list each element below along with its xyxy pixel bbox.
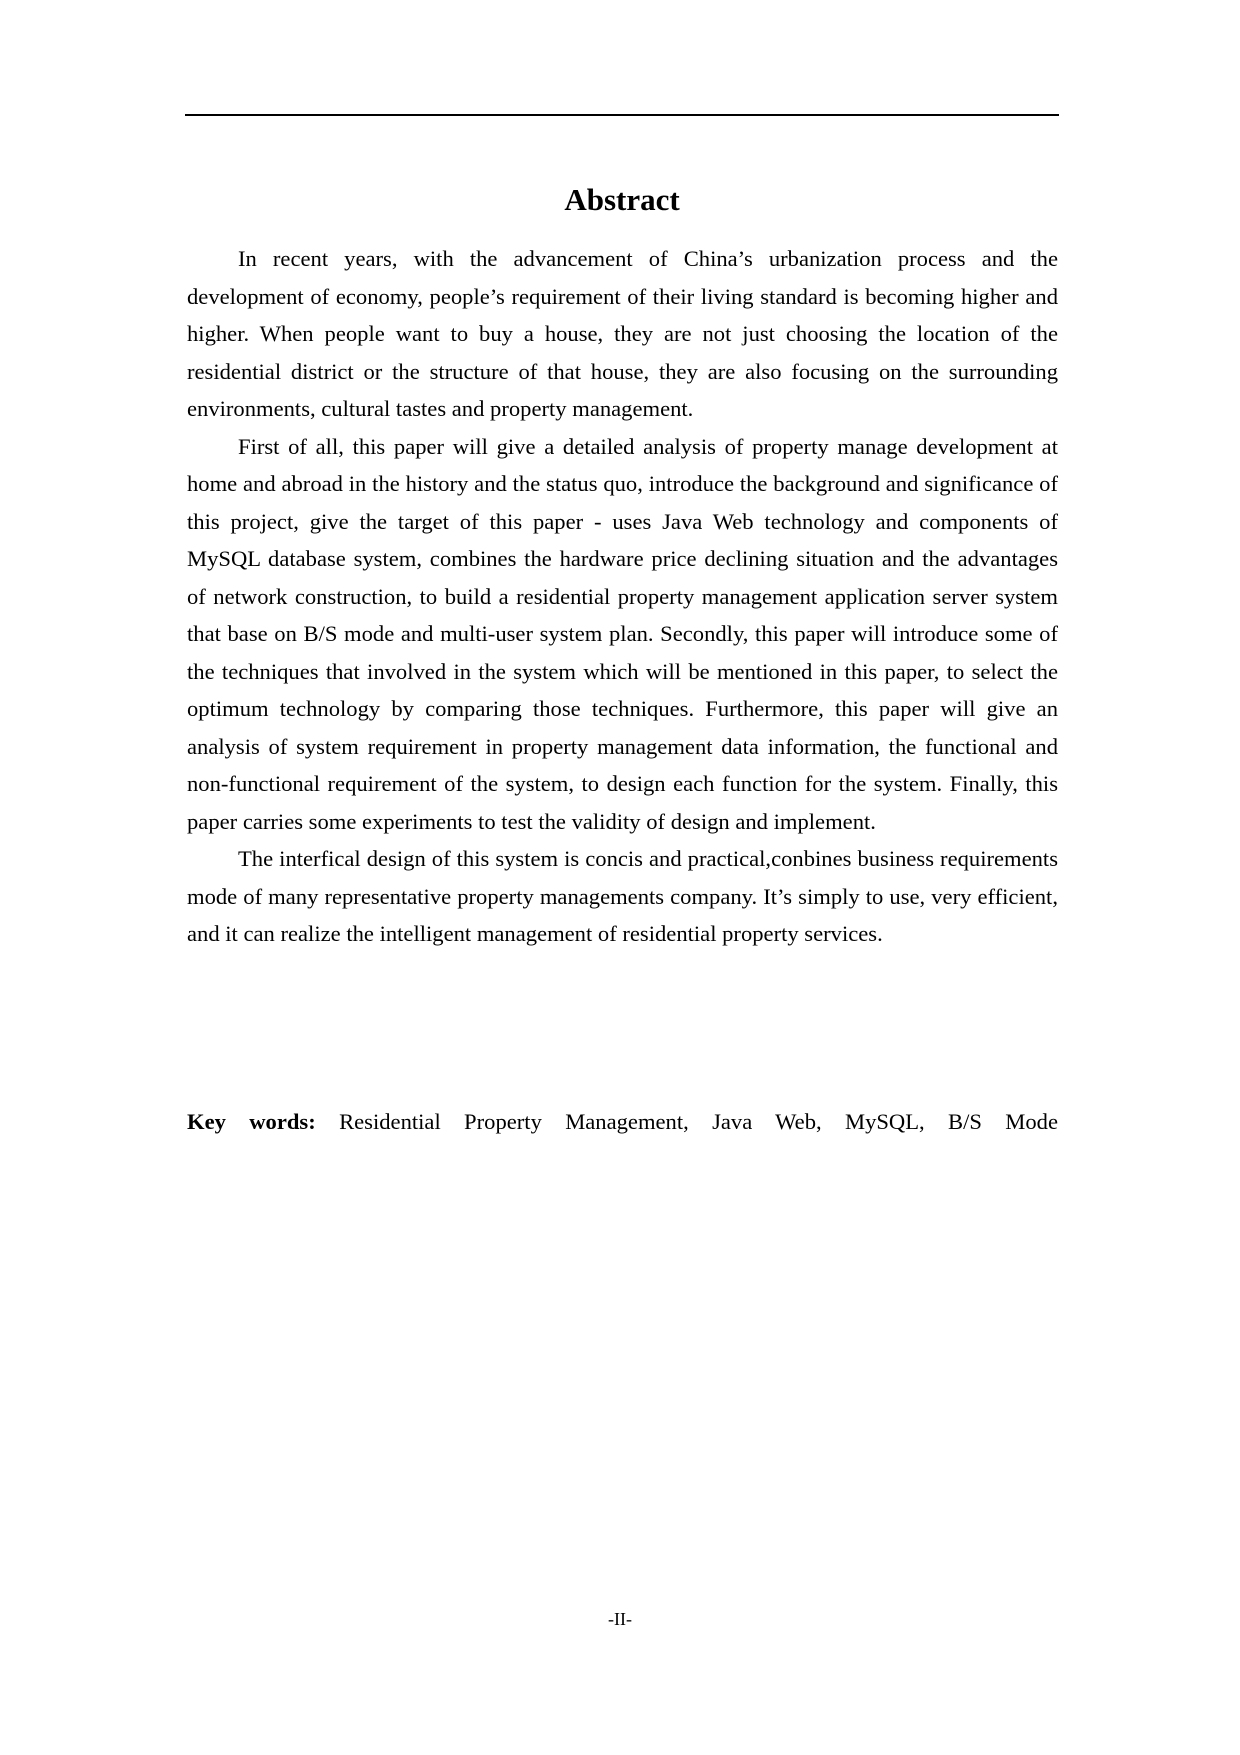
abstract-title: Abstract	[564, 182, 680, 217]
abstract-paragraph-1: In recent years, with the advancement of China’s urbanization process and the development of economy, people’s requirement of their living standard is becoming higher and higher. When people want to buy a house, they are not just choosing the location of the residential district or the structure of that house, they are also focusing on the surrounding environments, cultural tastes and property management.	[187, 246, 1058, 421]
header-rule	[185, 114, 1059, 116]
keywords-line	[187, 1103, 1058, 1141]
abstract-paragraph-3: The interfical design of this system is concis and practical,conbines business requirements mode of many representative property managements company. It’s simply to use, very efficient, and it can realize the intelligent management of residential property services.	[187, 846, 1058, 946]
keywords-label: Key words:	[187, 1109, 316, 1134]
page-number: -II-	[608, 1609, 632, 1629]
abstract-body	[187, 240, 1058, 953]
abstract-paragraph-2: First of all, this paper will give a detailed analysis of property manage development at home and abroad in the history and the status quo, introduce the background and significance of this project, give the target of this paper - uses Java Web technology and components of MySQL database system, combines the hardware price declining situation and the advantages of network construction, to build a residential property management application server system that base on B/S mode and multi-user system plan. Secondly, this paper will introduce some of the techniques that involved in the system which will be mentioned in this paper, to select the optimum technology by comparing those techniques. Furthermore, this paper will give an analysis of system requirement in property management data information, the functional and non-functional requirement of the system, to design each function for the system. Finally, this paper carries some experiments to test the validity of design and implement.	[187, 433, 1058, 834]
keywords-text: Residential Property Management, Java Web, MySQL, B/S Mode	[339, 1109, 1058, 1134]
